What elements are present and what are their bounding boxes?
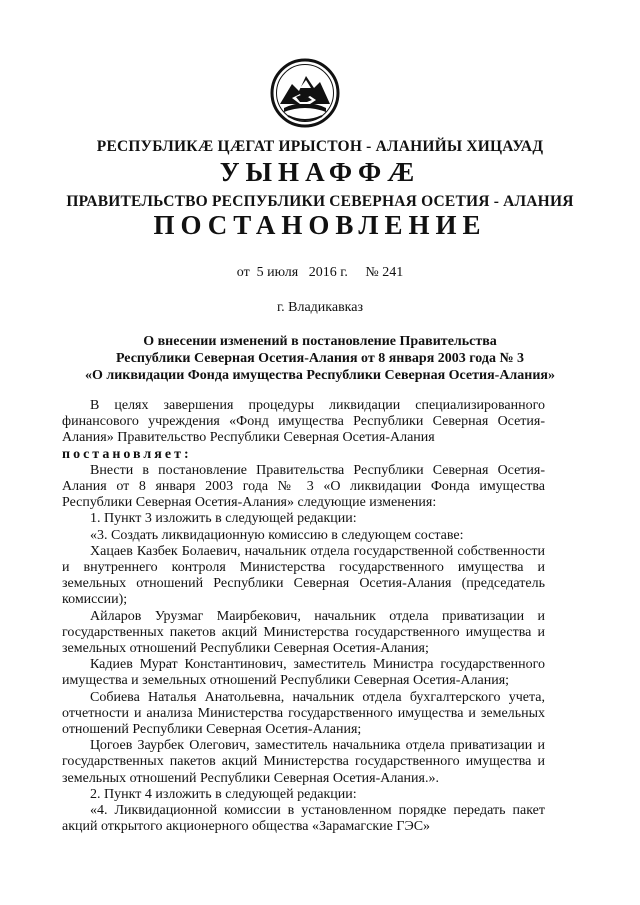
government-heading: ПРАВИТЕЛЬСТВО РЕСПУБЛИКИ СЕВЕРНАЯ ОСЕТИЯ - АЛАНИЯ [66,193,574,210]
date-and-number: от 5 июля 2016 г. № 241 [236,265,404,280]
commission-member-paragraph: Айларов Урузмаг Маирбекович, начальник отдела приватизации и государственных пакетов акций Министерства государственного имущества и земельных отношений Республики Северная Осетия-Алания; [62,608,545,657]
amend-paragraph: Внести в постановление Правительства Республики Северная Осетия-Алания от 8 января 2003 года № 3 «О ликвидации Фонда имущества Республики Северная Осетия-Алания» следующие изменения: [62,462,545,511]
commission-member-paragraph: Хацаев Казбек Болаевич, начальник отдела государственной собственности и внутреннего контроля Министерства государственного имущества и земельных отношений Республики Северная Осетия-Алания (председатель комиссии); [62,543,545,608]
ossetian-decree-heading: УЫНАФФӔ [219,157,421,187]
intro-paragraph: В целях завершения процедуры ликвидации специализированного финансового учреждения «Фонд имущества Республики Северная Осетия-Алания» Правительство Республики Северная Осетия-Алания [62,398,545,446]
document-body [62,398,545,835]
title-line: О внесении изменений в постановление Правительства [143,334,497,349]
item-2-quote-paragraph: «4. Ликвидационной комиссии в установленном порядке передать пакет акций открытого акционерного общества «Зарамагские ГЭС» [62,803,545,835]
commission-member-paragraph: Цогоев Заурбек Олегович, заместитель начальника отдела приватизации и государственных пакетов акций Министерства государственного имущества и земельных отношений Республики Северная Осетия-Алания.». [62,738,545,786]
item-1-paragraph: 1. Пункт 3 изложить в следующей редакции: [90,511,357,527]
item-1-quote-paragraph: «3. Создать ликвидационную комиссию в следующем составе: [90,527,464,543]
title-line: «О ликвидации Фонда имущества Республики Северная Осетия-Алания» [84,368,555,383]
decree-type-heading: ПОСТАНОВЛЕНИЕ [153,210,487,240]
ossetian-republic-heading: РЕСПУБЛИКӔ ЦӔГАТ ИРЫСТОН - АЛАНИЙЫ ХИЦАУАД [96,138,544,155]
decrees-keyword: постановляет: [62,446,192,462]
commission-member-paragraph: Кадиев Мурат Константинович, заместитель Министра государственного имущества и земельных отношений Республики Северная Осетия-Алания; [62,657,545,689]
item-2-paragraph: 2. Пункт 4 изложить в следующей редакции: [90,786,357,802]
commission-member-paragraph: Собиева Наталья Анатольевна, начальник отдела бухгалтерского учета, отчетности и анализа Министерства государственного имущества и земельных отношений Республики Северная Осетия-Алания; [62,689,545,738]
coat-of-arms-emblem [270,58,340,128]
title-line: Республики Северная Осетия-Алания от 8 января 2003 года № 3 [115,351,525,366]
document-title [50,333,590,384]
city-name: г. Владикавказ [276,300,364,315]
